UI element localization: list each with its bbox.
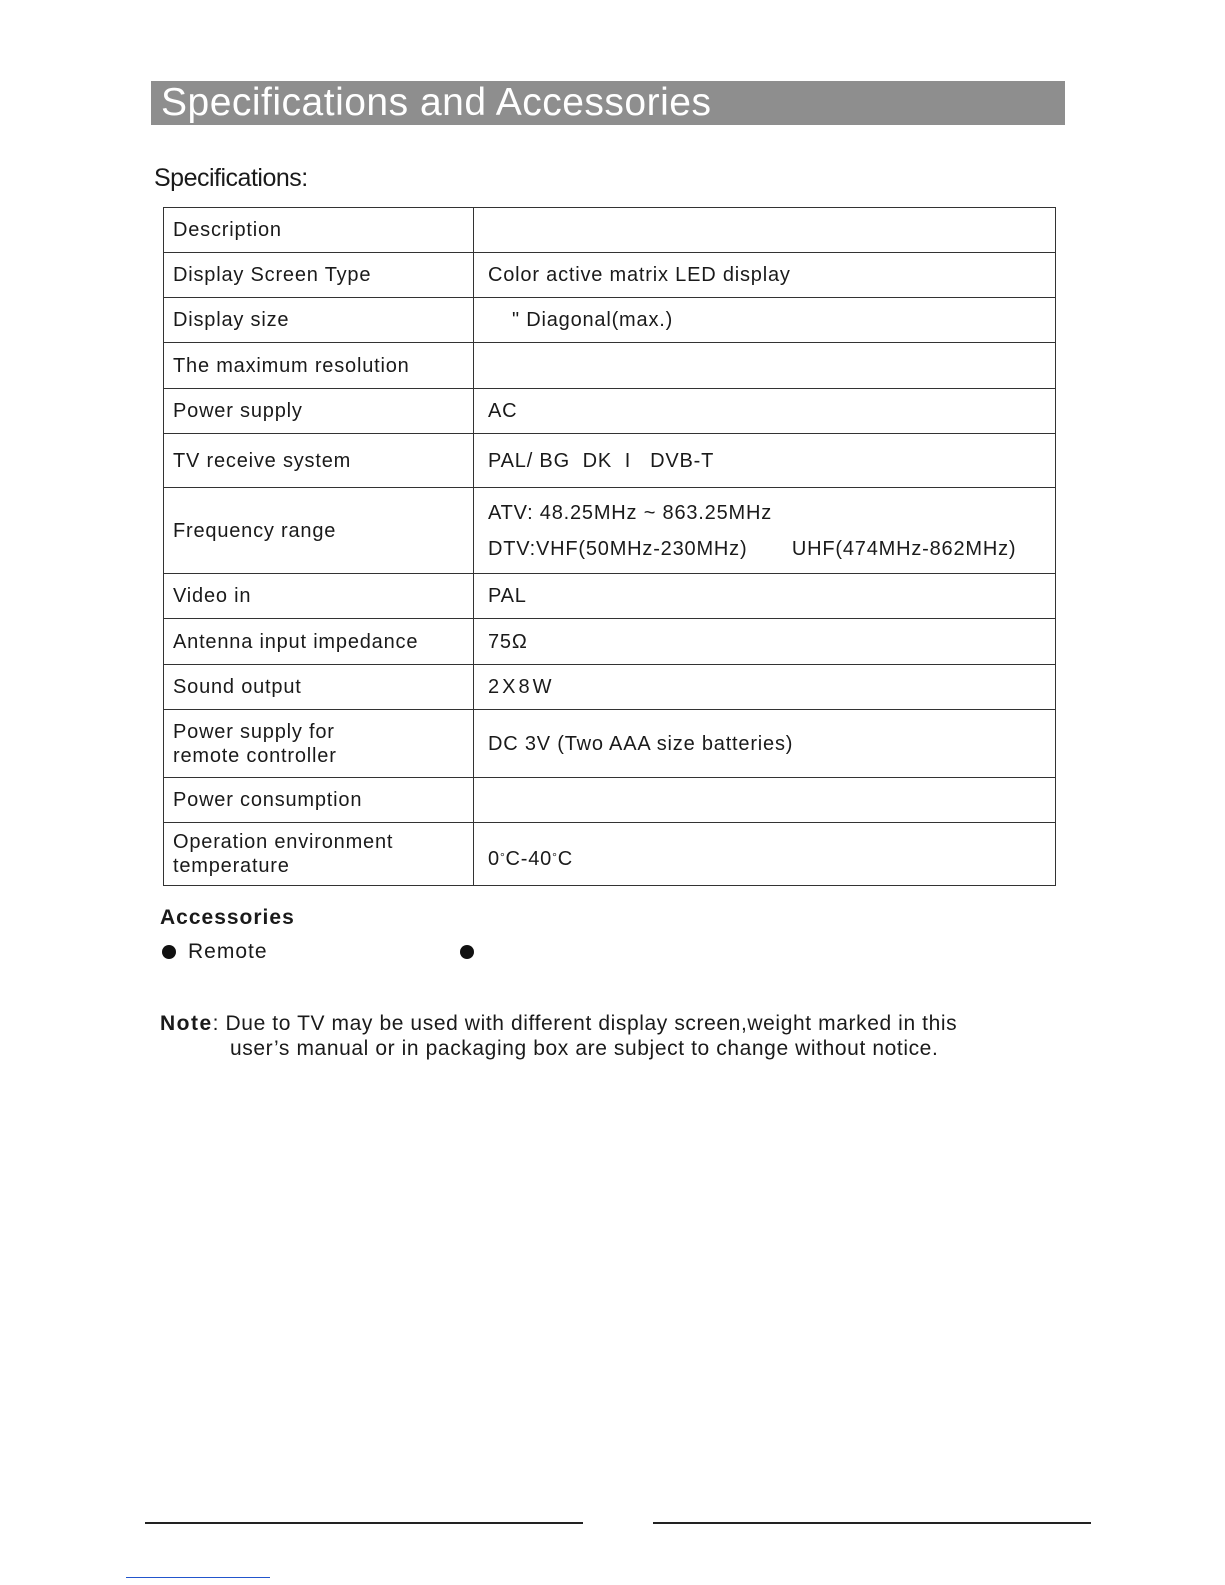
frequency-dtv-line: DTV:VHF(50MHz-230MHz) UHF(474MHz-862MHz) <box>488 537 1017 560</box>
table-row <box>164 665 1056 710</box>
specifications-table <box>163 207 1056 886</box>
spec-label: Antenna input impedance <box>164 619 474 665</box>
spec-value <box>474 778 1056 823</box>
spec-label-line: Power supply for <box>173 720 335 743</box>
bullet-icon <box>162 945 176 959</box>
table-row <box>164 298 1056 343</box>
spec-label: Frequency range <box>164 488 474 574</box>
note-label: Note <box>160 1012 213 1035</box>
degree-sign: ° <box>499 850 506 864</box>
spec-label <box>164 710 474 778</box>
spec-value: 2X8W <box>474 665 1056 710</box>
spec-value: Color active matrix LED display <box>474 253 1056 298</box>
spec-label: The maximum resolution <box>164 343 474 389</box>
bullet-icon <box>460 945 474 959</box>
spec-value: PAL <box>474 574 1056 619</box>
table-row <box>164 574 1056 619</box>
spec-label: Display size <box>164 298 474 343</box>
specifications-heading: Specifications: <box>154 164 308 192</box>
spec-label-line: temperature <box>173 855 290 877</box>
section-title-bar <box>151 81 1065 125</box>
spec-label: Sound output <box>164 665 474 710</box>
accessories-heading: Accessories <box>160 906 295 929</box>
table-row <box>164 389 1056 434</box>
spec-label <box>164 823 474 886</box>
table-row <box>164 619 1056 665</box>
table-row <box>164 343 1056 389</box>
note-line-2: user’s manual or in packaging box are subject to change without notice. <box>230 1037 939 1060</box>
spec-label: Power supply <box>164 389 474 434</box>
spec-value: 75Ω <box>474 619 1056 665</box>
spec-label: TV receive system <box>164 434 474 488</box>
table-row <box>164 488 1056 574</box>
footer-rule-right <box>653 1522 1091 1524</box>
spec-label: Display Screen Type <box>164 253 474 298</box>
link-underline <box>126 1577 270 1578</box>
table-row <box>164 710 1056 778</box>
spec-value <box>474 343 1056 389</box>
spec-value <box>474 208 1056 253</box>
temp-min: 0 <box>488 848 500 870</box>
note-line-1: : Due to TV may be used with different display screen,weight marked in this <box>212 1012 958 1035</box>
footer-rule-left <box>145 1522 583 1524</box>
spec-value <box>474 488 1056 574</box>
temp-unit: C <box>557 848 573 870</box>
spec-value <box>474 823 1056 886</box>
spec-value: " Diagonal(max.) <box>474 298 1056 343</box>
frequency-atv-line: ATV: 48.25MHz ~ 863.25MHz <box>488 501 773 524</box>
page-title: Specifications and Accessories <box>161 81 712 124</box>
table-row <box>164 208 1056 253</box>
table-row <box>164 823 1056 886</box>
spec-value: AC <box>474 389 1056 434</box>
spec-label-line: remote controller <box>173 744 337 767</box>
note-paragraph <box>160 1011 1065 1061</box>
spec-value: DC 3V (Two AAA size batteries) <box>474 710 1056 778</box>
spec-label: Description <box>164 208 474 253</box>
table-row <box>164 778 1056 823</box>
degree-sign: ° <box>552 850 558 864</box>
spec-label: Power consumption <box>164 778 474 823</box>
accessory-item: Remote <box>188 940 268 963</box>
table-row <box>164 253 1056 298</box>
spec-value: PAL/ BG DK I DVB-T <box>474 434 1056 488</box>
temp-range: C-40 <box>505 848 553 870</box>
table-row <box>164 434 1056 488</box>
spec-label-line: Operation environment <box>173 831 394 853</box>
spec-label: Video in <box>164 574 474 619</box>
